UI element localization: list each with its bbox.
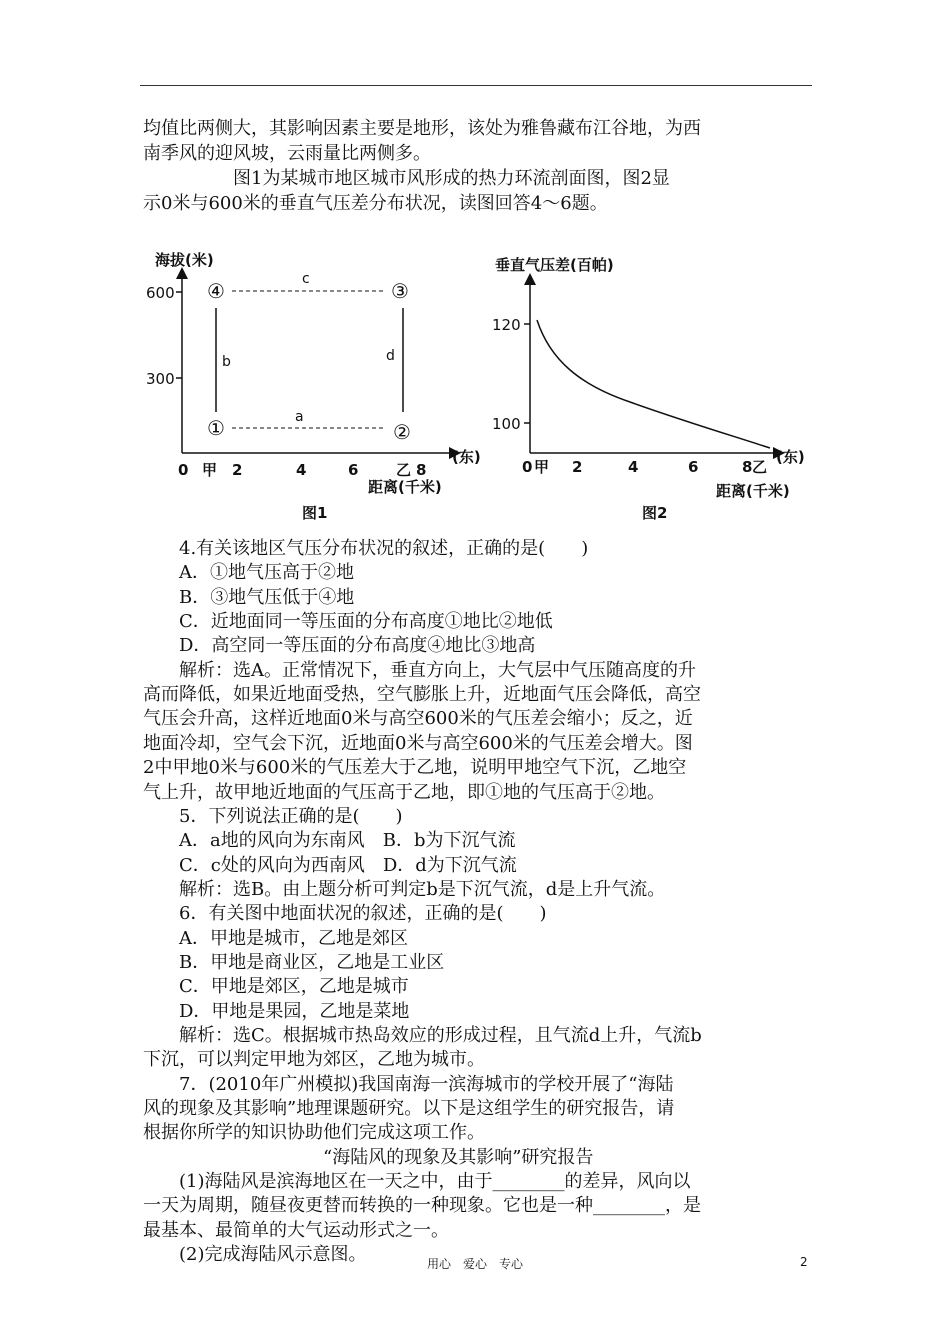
fig2-xtick: 8 [742, 458, 753, 476]
footer-text: 用心 爱心 专心 [426, 1257, 523, 1271]
fig2-place-a: 甲 [534, 458, 550, 476]
text-line: 均值比两侧大，其影响因素主要是地形，该处为雅鲁藏布江谷地，为西 [143, 118, 701, 139]
question-line: 解析：选B。由上题分析可判定b是下沉气流，d是上升气流。 [143, 878, 666, 900]
question-line: A．甲地是城市，乙地是郊区 [143, 927, 408, 949]
question-line: 2中甲地0米与600米的气压差大于乙地，说明甲地空气下沉，乙地空 [143, 757, 687, 779]
question-line: D．甲地是果园，乙地是菜地 [143, 1000, 410, 1022]
page-number: 2 [800, 1255, 808, 1269]
question-line: (1)海陆风是滨海地区在一天之中，由于________的差异，风向以 [143, 1171, 691, 1193]
pressure-curve [537, 320, 770, 448]
label-a: a [295, 409, 304, 425]
figure-1 [140, 240, 490, 529]
question-line: 高而降低，如果近地面受热，空气膨胀上升，近地面气压会降低，高空 [143, 684, 701, 706]
question-line: 5．下列说法正确的是( ) [143, 805, 403, 827]
question-line: 根据你所学的知识协助他们完成这项工作。 [143, 1122, 485, 1144]
point-1: ① [207, 416, 225, 440]
label-d: d [386, 348, 395, 364]
fig1-ytick: 600 [146, 284, 175, 302]
fig2-xlabel: 距离(千米) [716, 482, 790, 500]
question-line: 解析：选C。根据城市热岛效应的形成过程，且气流d上升，气流b [143, 1025, 702, 1046]
question-line: 6．有关图中地面状况的叙述，正确的是( ) [143, 903, 547, 925]
question-line: B．甲地是商业区，乙地是工业区 [143, 951, 445, 973]
fig2-ytick: 100 [492, 415, 521, 433]
fig2-east: (东) [776, 448, 805, 466]
fig1-east: (东) [452, 448, 481, 466]
fig2-caption: 图2 [642, 504, 668, 522]
fig1-ytick: 300 [146, 370, 175, 388]
fig1-xlabel: 距离(千米) [368, 478, 442, 496]
label-b: b [222, 354, 231, 370]
text-line: 南季风的迎风坡，云雨量比两侧多。 [143, 143, 431, 164]
text-line: 示0米与600米的垂直气压差分布状况，读图回答4～6题。 [143, 193, 608, 214]
question-line: A．①地气压高于②地 [143, 562, 354, 584]
question-line: 气上升，故甲地近地面的气压高于乙地，即①地的气压高于②地。 [143, 781, 665, 803]
question-line: C．近地面同一等压面的分布高度①地比②地低 [143, 611, 553, 633]
question-line: 解析：选A。正常情况下，垂直方向上，大气层中气压随高度的升 [143, 659, 696, 681]
fig2-ylabel: 垂直气压差(百帕) [495, 256, 614, 274]
fig1-xtick: 0 [178, 461, 189, 479]
text-line: 图1为某城市地区城市风形成的热力环流剖面图，图2显 [143, 168, 670, 189]
question-line: 下沉，可以判定甲地为郊区，乙地为城市。 [143, 1049, 485, 1071]
question-line: 4.有关该地区气压分布状况的叙述，正确的是( ) [143, 538, 589, 559]
fig1-ylabel: 海拔(米) [155, 251, 214, 269]
fig1-xtick: 2 [232, 461, 243, 479]
fig2-xtick: 4 [628, 458, 639, 476]
question-line: D．高空同一等压面的分布高度④地比③地高 [143, 635, 536, 657]
fig2-xtick: 6 [688, 458, 699, 476]
question-line: C．c处的风向为西南风 D．d为下沉气流 [143, 854, 517, 876]
question-line: 地面冷却，空气会下沉，近地面0米与高空600米的气压差会增大。图 [143, 732, 693, 754]
point-4: ④ [207, 279, 225, 303]
point-2: ② [393, 420, 411, 444]
fig2-xtick: 0 [522, 458, 533, 476]
question-line: 风的现象及其影响”地理课题研究。以下是这组学生的研究报告，请 [143, 1098, 675, 1120]
question-line: 7．(2010年广州模拟)我国南海一滨海城市的学校开展了“海陆 [143, 1073, 674, 1095]
question-line: (2)完成海陆风示意图。 [143, 1244, 367, 1266]
fig2-xtick: 2 [572, 458, 583, 476]
question-line: B．③地气压低于④地 [143, 586, 355, 608]
question-line: 一天为周期，随昼夜更替而转换的一种现象。它也是一种________，是 [143, 1195, 701, 1217]
fig2-place-b: 乙 [752, 458, 768, 476]
point-3: ③ [391, 279, 409, 303]
fig1-place-a: 甲 [202, 461, 218, 479]
fig1-xtick: 6 [348, 461, 359, 479]
figure-2 [490, 240, 820, 529]
question-line: 最基本、最简单的大气运动形式之一。 [143, 1219, 449, 1241]
question-line: A．a地的风向为东南风 B．b为下沉气流 [143, 830, 516, 852]
fig1-caption: 图1 [302, 504, 328, 522]
question-line: C．甲地是郊区，乙地是城市 [143, 976, 409, 998]
fig1-xtick: 8 [416, 461, 427, 479]
fig1-xtick: 4 [296, 461, 307, 479]
header-rule [140, 85, 812, 86]
question-line: 气压会升高，这样近地面0米与高空600米的气压差会缩小；反之，近 [143, 708, 693, 730]
question-line: “海陆风的现象及其影响”研究报告 [143, 1146, 594, 1168]
fig2-ytick: 120 [492, 316, 521, 334]
fig1-place-b: 乙 [396, 461, 412, 479]
label-c: c [302, 271, 310, 287]
